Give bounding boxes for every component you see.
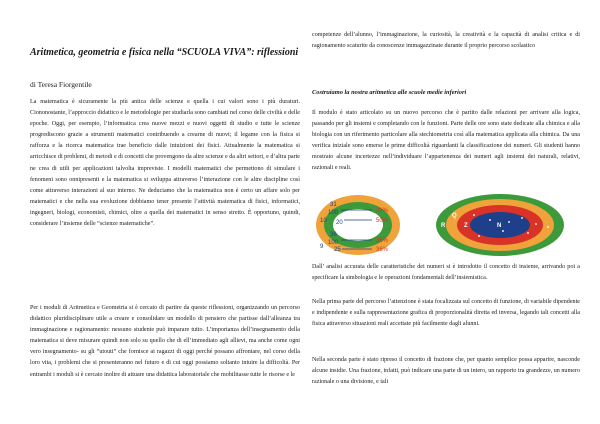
fraction-num-1: 31 bbox=[330, 202, 337, 208]
fraction-num-2: 10 bbox=[320, 218, 327, 224]
fraction-den-3: 100 bbox=[328, 240, 339, 246]
set-dot bbox=[502, 230, 504, 232]
fraction-den-2: 20 bbox=[336, 220, 343, 226]
fraction-num-3: 36 bbox=[330, 232, 337, 238]
fraction-den-4: 25 bbox=[334, 247, 341, 253]
set-dot bbox=[508, 221, 510, 223]
figure-svg bbox=[314, 193, 574, 257]
right-paragraph-1: Il modulo è stato articolato su un nuovo percorso che è partito dalle relazioni per arrivare alla logica, passando per gli insiemi e completando con le funzioni. Parte delle ore sono state dedicate alla chimica e alla biologia con un riferimento particolare alla stechiometria così alla matematica applicata alla chimica. Da una verifica iniziale sono emerse le prime difficoltà riguardanti la classificazione dei numeri. Gli studenti hanno mostrato alcune incertezze nell’individuare l’appartenenza dei numeri agli insiemi dei naturali, relativi, razionali e reali. bbox=[312, 110, 580, 172]
right-paragraph-4: Nella seconda parte è stato ripreso il concetto di frazione che, per quanto semplice possa apparire, nasconde alcune insidie. Una frazione, infatti, può indicare una parte di un intero, un rapporto tra grandezze, un numero razionale o una divisione, e tali bbox=[312, 357, 580, 386]
left-paragraph-2: Per i moduli di Aritmetica e Geometria si è cercato di partire da queste riflessioni, organizzando un percorso didattico pluridisciplinare utile a creare e consolidare un modello di pensiero che partisse dall’alleanza tra immaginazione e ragionamento: nessuno studente può imparare tutto. L’importanza dell’insegnamento della matematica si deve misurare quindi non solo su quello che di ell’immediato agli allievi, ma anche come ogni vero insegnamento- su gli “utouti” che fornisce ai ragazzi di oggi perché possano affrontare, nel corso della loro vita, i problemi che si presenteranno nel futuro e di cui oggi possiamo soltanto intuire la difficoltà. Per entrambi i moduli si è cercato inoltre di attuare una didattica laboratoriale che mobilitasse tutte le risorse e le bbox=[30, 305, 300, 378]
right-intro-paragraph: competenze dell’alunno, l’immaginazione, la curiosità, la creatività e la capacità di analisi critica e di ragionamento scaturite da conoscenze immagazzinate durante il proprio percorso scolastico bbox=[312, 32, 580, 50]
right-paragraph-3: Nella prima parte del percorso l’attenzione è stata focalizzata sul concetto di funzione, di variabile dipendente e indipendente e sulla rappresentazione grafica di proporzionalità diretta ed inversa, legando tali concetti alla fisica attraverso situazioni reali accettate più facilmente dagli alunni. bbox=[312, 299, 581, 328]
set-dot bbox=[473, 214, 475, 216]
set-dot bbox=[478, 235, 480, 237]
percent-4: 36% bbox=[376, 247, 389, 253]
set-dot bbox=[527, 232, 529, 234]
left-paragraph-1: La matematica è sicuramente la più antica delle scienze e quella i cui valori sono i più duraturi. Ciononostante, l’approccio didattico e le metodologie per studiarla sono cambiati nel corso delle civiltà e delle epoche. Oggi, per esempio, l’informatica crea nuove mezzi e nuovi oggetti di studio e tutte le scienze progrediscono grazie a strumenti matematici contribuendo a crearne di nuovi; il legame con la fisica si rafforza e la ricerca matematica trae beneficio dalle intuizioni dei fisici. Attualmente la matematica si arricchisce di problemi, di metodi e di concetti che provengono da altre scienze e da altri settori, e d’altra parte ne crea di utili per applicazioni talvolta impreviste. I modelli matematici che permettono di simulare i fenomeni sono onnipresenti e la matematica si sviluppa attraverso l’interazione con le altre discipline così come attraverso interazioni al suo interno. Ne deduciamo che la matematica non è certo un affare solo per matematici e che nella sua evoluzione dobbiamo tener presente l’attività matematica di fisici, informatici, ingegneri, biologi, economisti, chimici, oltre a quella dei matematici in senso stretto. È opportuno, quindi, considerare l’insieme delle “scienze matematiche”. bbox=[30, 99, 300, 228]
set-label-q: Q bbox=[452, 213, 457, 219]
percent-1: 31% bbox=[376, 208, 389, 214]
set-label-n: N bbox=[497, 223, 502, 229]
fraction-den-1: 100 bbox=[328, 210, 339, 216]
set-label-r: R bbox=[441, 223, 446, 229]
set-dot bbox=[489, 219, 491, 221]
set-dot bbox=[521, 217, 523, 219]
set-dot bbox=[547, 226, 549, 228]
fraction-percent-figure bbox=[314, 193, 574, 257]
article-title: Aritmetica, geometria e fisica nella “SCUOLA VIVA”: riflessioni bbox=[30, 47, 299, 58]
set-dot bbox=[535, 223, 537, 225]
set-label-z: Z bbox=[464, 223, 468, 229]
fraction-num-4: 9 bbox=[320, 244, 324, 250]
right-paragraph-2: Dall’ analisi accurata delle caratteristiche dei numeri si è introdotto il concetto di insieme, arrivando poi a specificare la simbologia e le operazioni fondamentali dell’insiemistica. bbox=[312, 264, 580, 282]
percent-3: 36% bbox=[376, 238, 389, 244]
article-author: di Teresa Fiorgentile bbox=[30, 80, 92, 89]
section-heading: Costruiamo la nostra aritmetica alle scuole medie inferiori bbox=[312, 89, 467, 96]
percent-2: 50% bbox=[376, 218, 389, 224]
